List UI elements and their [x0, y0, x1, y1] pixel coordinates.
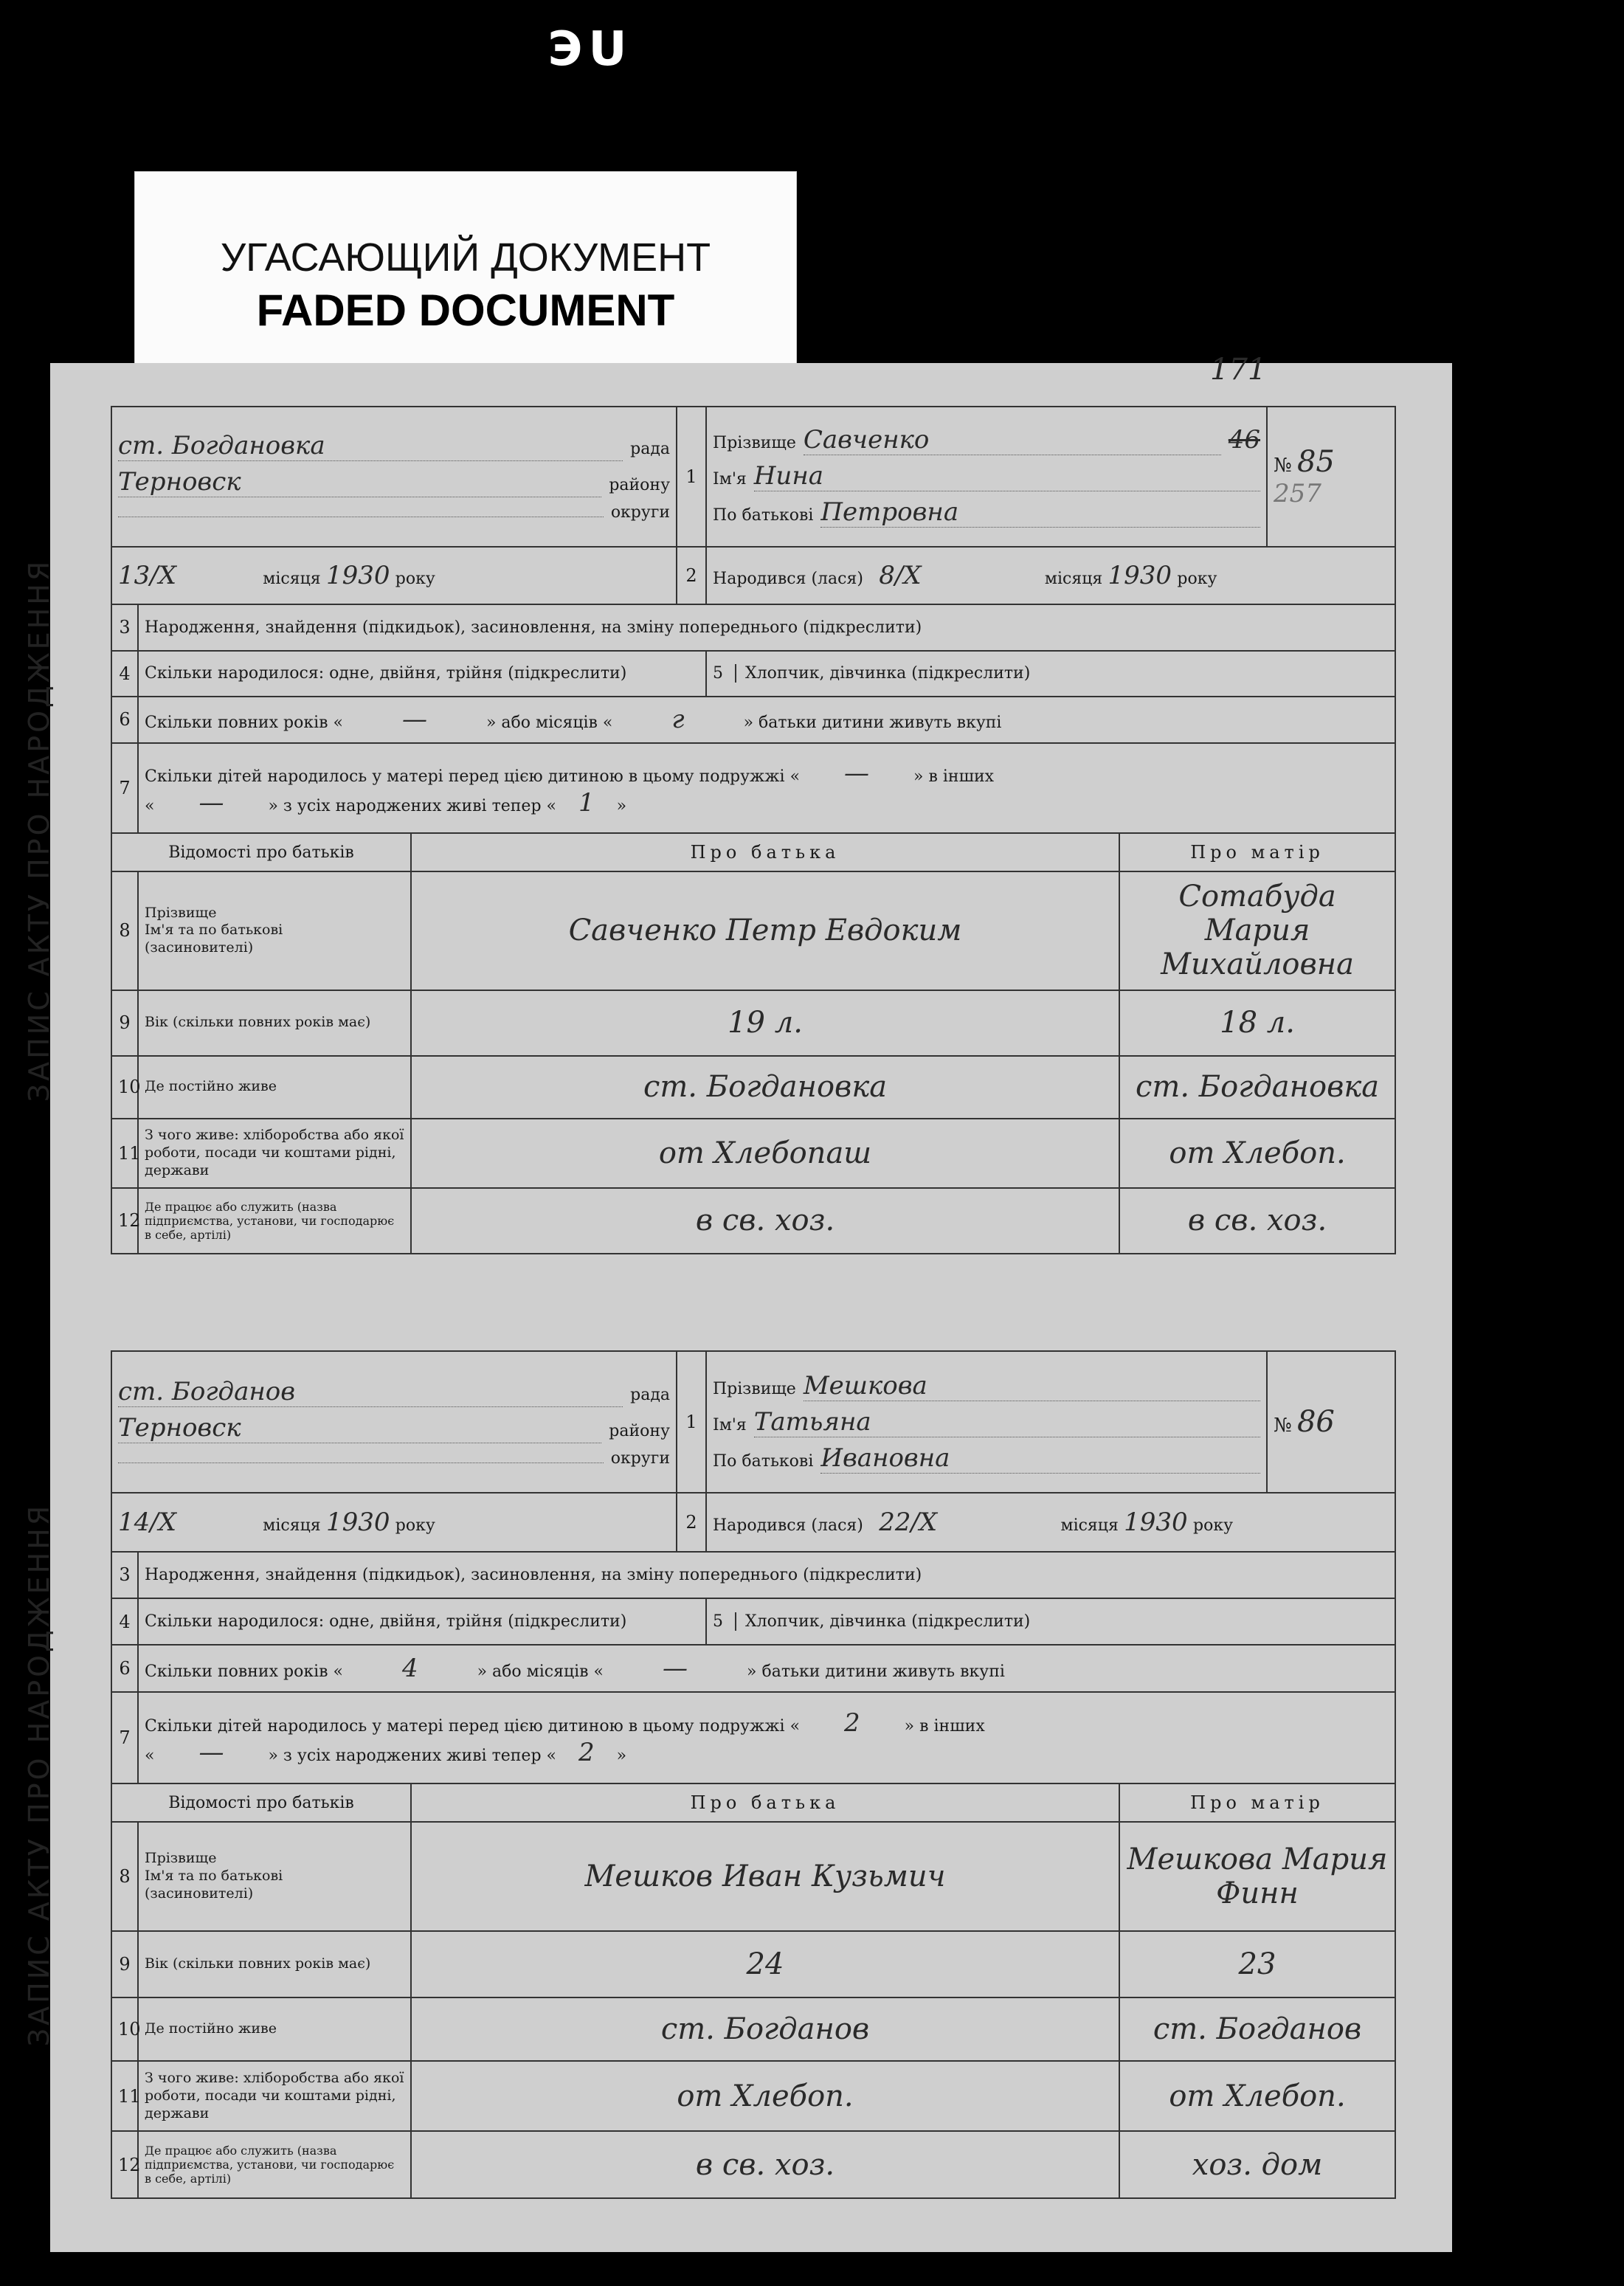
- child-name-block: Прізвище Савченко 46 Ім'я Нина По батькові Петровна: [706, 407, 1267, 547]
- child-name-block: Прізвище Мешкова Ім'я Татьяна По батькові Ивановна: [706, 1351, 1267, 1493]
- row-3-text: Народження, знайдення (підкидьок), засиновлення, на зміну попереднього (підкреслити): [138, 604, 1395, 651]
- entry-number-cell: № 86: [1267, 1351, 1395, 1493]
- raion-value: Терновск: [118, 1413, 601, 1443]
- parents-header: Відомості про батьків: [111, 1783, 411, 1822]
- father-age: 24: [411, 1931, 1119, 1998]
- father-work: в св. хоз.: [411, 1188, 1119, 1254]
- child-patronymic: Ивановна: [820, 1443, 1260, 1474]
- entry-number-cell: № 85 257: [1267, 407, 1395, 547]
- years-together: —: [401, 705, 427, 735]
- birth-record-2: ЗАПИС АКТУ ПРО НАРОДЖЕННЯ ст. Богданов рада Терновск району округи 1 Прізвище Мешкова Ім'я Татьяна По батькові Ивановна № 86 14/X місяця 1930 року 2 Народився (лася) 22/X місяця 1930 року 3 Народження, знайдення (підкидьок), засиновлення, на зміну попереднього (підкреслити) 4 Скільки народилося: одне, двійня, трійня (підкреслити) 5 Хлопчик, дівчинка (підкреслити) 6 Скільки повних років « 4 » або місяців « — » батьки дитини живуть вкупі 7 Скільки дітей народилось у матері перед цією дитиною в цьому подружжі « 2 » в інших « — » з усіх народжених живі тепер « 2 » Відомості про батьків Про батька Про матір 8 Прізвище Ім'я та по батькові (засиновителі) Мешков Иван Кузьмич Мешкова Мария Финн 9 Вік (скільки повних років має) 24 23 10 Де постійно живе ст. Богданов ст. Богданов 11 З чого живе: хліборобства або якої роботи, посади чи коштами рідні, держави от Хлебоп. от Хлебоп. 12 Де працює або служить (назва підприємства, установи, чи господарює в себе, артілі) в св. хоз. хоз. дом: [111, 1350, 1395, 2199]
- months-together: —: [663, 1654, 688, 1684]
- mother-living: от Хлебоп.: [1119, 1119, 1395, 1188]
- children-alive: 1: [578, 788, 595, 818]
- father-name: Мешков Иван Кузьмич: [411, 1822, 1119, 1930]
- reg-year: 1930: [325, 1508, 390, 1538]
- row-5-text: 5 Хлопчик, дівчинка (підкреслити): [706, 651, 1395, 697]
- father-name: Савченко Петр Евдоким: [411, 871, 1119, 990]
- entry-number: 85: [1296, 444, 1335, 479]
- mother-work: в св. хоз.: [1119, 1188, 1395, 1254]
- mother-living: от Хлебоп.: [1119, 2061, 1395, 2131]
- row-6: Скільки повних років « 4 » або місяців « — » батьки дитини живуть вкупі: [138, 1645, 1395, 1691]
- mother-header: Про матір: [1119, 1783, 1395, 1822]
- row-3-text: Народження, знайдення (підкидьок), засиновлення, на зміну попереднього (підкреслити): [138, 1552, 1395, 1598]
- registration-date: 13/X місяця 1930 року: [111, 547, 677, 604]
- row-4-text: Скільки народилося: одне, двійня, трійня (підкреслити): [138, 651, 706, 697]
- rada-value: ст. Богданов: [118, 1377, 623, 1407]
- birth-record-1: ЗАПИС АКТУ ПРО НАРОДЖЕННЯ ст. Богдановка рада Терновск району округи 1 Прізвище Савченко 46 Ім'я Нина По батькові Петровна № 85 257 13/X місяця 1930 року 2 Народився (лася) 8/X місяця 1930 року 3 Народження, знайдення (підкидьок), засиновлення, на зміну попереднього (підкреслити) 4 Скільки народилося: одне, двійня, трійня (підкреслити) 5 Хлопчик, дівчинка (підкреслити) 6 Скільки повних років « — » або місяців « г » батьки дитини живуть вкупі 7 Скільки дітей народилось у матері перед цією дитиною в цьому подружжі « — » в інших « — » з усіх народжених живі тепер « 1 » Відомості про батьків Про батька Про матір 8 Прізвище Ім'я та по батькові (засиновителі) Савченко Петр Евдоким Сотабуда Мария Михайловна 9 Вік (скільки повних років має) 19 л. 18 л. 10 Де постійно живе ст. Богдановка ст. Богдановка 11 З чого живе: хліборобства або якої роботи, посади чи коштами рідні, держави от Хлебопаш от Хлебоп. 12 Де працює або служить (назва підприємства, установи, чи господарює в себе, артілі) в св. хоз. в св. хоз.: [111, 406, 1395, 1254]
- reg-day-month: 14/X: [118, 1508, 176, 1538]
- father-living: от Хлебопаш: [411, 1119, 1119, 1188]
- birth-date: Народився (лася) 8/X місяця 1930 року: [706, 547, 1395, 604]
- location-block: ст. Богдановка рада Терновск району округи: [111, 407, 677, 547]
- mother-residence: ст. Богданов: [1119, 1997, 1395, 2061]
- row-7: Скільки дітей народилось у матері перед цією дитиною в цьому подружжі « — » в інших « — » з усіх народжених живі тепер « 1 »: [138, 743, 1395, 834]
- side-title: ЗАПИС АКТУ ПРО НАРОДЖЕННЯ: [23, 558, 56, 1102]
- raion-value: Терновск: [118, 467, 601, 497]
- mother-age: 18 л.: [1119, 990, 1395, 1056]
- registration-date: 14/X місяця 1930 року: [111, 1493, 677, 1551]
- father-living: от Хлебоп.: [411, 2061, 1119, 2131]
- father-residence: ст. Богдановка: [411, 1056, 1119, 1119]
- archive-mark: ЭU: [547, 22, 633, 77]
- child-surname: Мешкова: [804, 1371, 1260, 1401]
- row-4-text: Скільки народилося: одне, двійня, трійня (підкреслити): [138, 1598, 706, 1645]
- birth-date: Народився (лася) 22/X місяця 1930 року: [706, 1493, 1395, 1551]
- page-number: 171: [1210, 353, 1267, 387]
- side-title: ЗАПИС АКТУ ПРО НАРОДЖЕННЯ: [23, 1502, 56, 2047]
- father-residence: ст. Богданов: [411, 1997, 1119, 2061]
- years-together: 4: [401, 1654, 418, 1684]
- months-together: г: [671, 705, 685, 735]
- location-block: ст. Богданов рада Терновск району округи: [111, 1351, 677, 1493]
- child-patronymic: Петровна: [820, 497, 1260, 528]
- father-work: в св. хоз.: [411, 2131, 1119, 2198]
- birth-day-month: 8/X: [879, 560, 922, 590]
- reg-day-month: 13/X: [118, 560, 176, 590]
- father-age: 19 л.: [411, 990, 1119, 1056]
- faded-label-en: FADED DOCUMENT: [256, 286, 675, 335]
- father-header: Про батька: [411, 1783, 1119, 1822]
- row-7: Скільки дітей народилось у матері перед цією дитиною в цьому подружжі « 2 » в інших « — » з усіх народжених живі тепер « 2 »: [138, 1692, 1395, 1784]
- birth-day-month: 22/X: [879, 1508, 938, 1538]
- extra-number: 257: [1274, 478, 1321, 508]
- mother-name: Мешкова Мария Финн: [1119, 1822, 1395, 1930]
- mother-work: хоз. дом: [1119, 2131, 1395, 2198]
- parents-header: Відомості про батьків: [111, 833, 411, 871]
- birth-year: 1930: [1108, 560, 1172, 590]
- entry-number: 86: [1296, 1405, 1335, 1440]
- child-surname: Савченко: [804, 425, 1221, 455]
- row-6: Скільки повних років « — » або місяців « г » батьки дитини живуть вкупі: [138, 697, 1395, 743]
- reg-year: 1930: [325, 560, 390, 590]
- mother-header: Про матір: [1119, 833, 1395, 871]
- faded-label-ru: УГАСАЮЩИЙ ДОКУМЕНТ: [220, 235, 711, 280]
- children-before: 2: [844, 1708, 860, 1738]
- crossed-number: 46: [1228, 425, 1261, 455]
- row-5-text: 5 Хлопчик, дівчинка (підкреслити): [706, 1598, 1395, 1645]
- children-other: —: [198, 788, 224, 818]
- child-name: Нина: [754, 461, 1260, 491]
- father-header: Про батька: [411, 833, 1119, 871]
- mother-residence: ст. Богдановка: [1119, 1056, 1395, 1119]
- mother-age: 23: [1119, 1931, 1395, 1998]
- mother-name: Сотабуда Мария Михайловна: [1119, 871, 1395, 990]
- birth-year: 1930: [1124, 1508, 1188, 1538]
- children-alive: 2: [578, 1738, 595, 1768]
- faded-document-label: [134, 171, 797, 370]
- child-name: Татьяна: [754, 1407, 1260, 1437]
- children-before: —: [844, 759, 870, 788]
- rada-value: ст. Богдановка: [118, 431, 623, 461]
- children-other: —: [198, 1738, 224, 1768]
